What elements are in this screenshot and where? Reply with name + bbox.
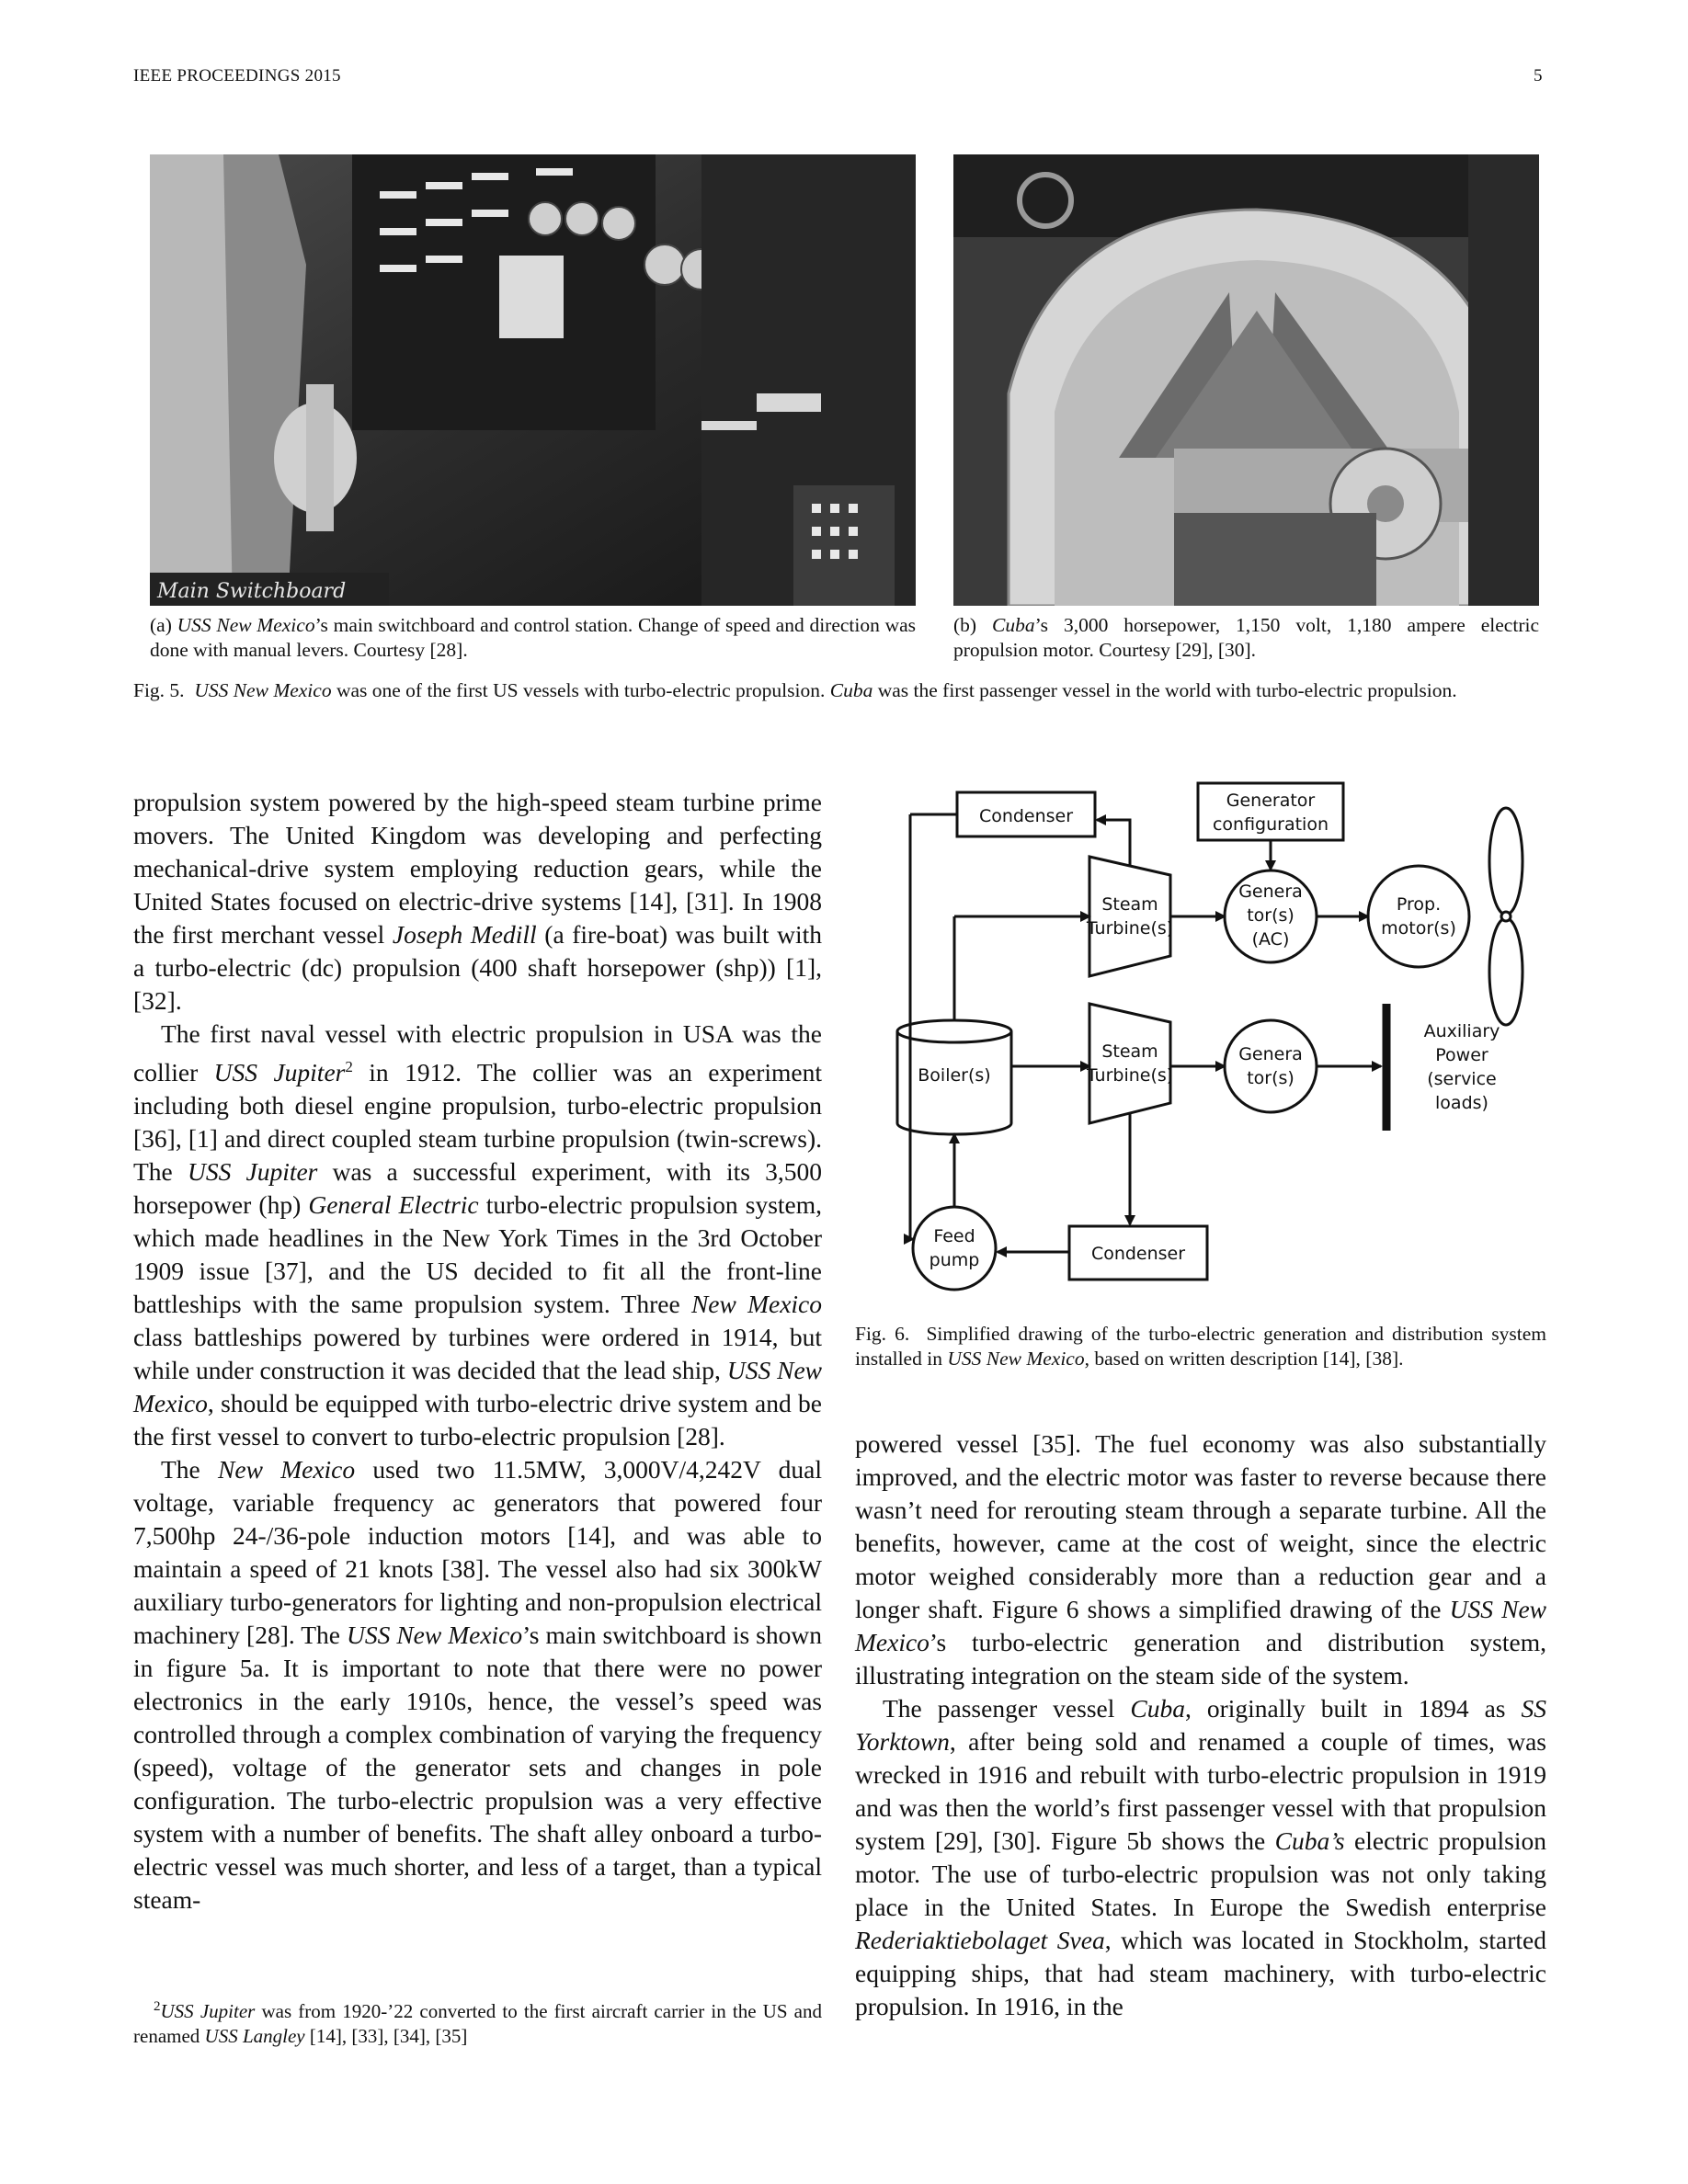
propulsion-motor-photo <box>953 154 1539 606</box>
left-column <box>133 786 822 1917</box>
generator-ac-label: tor(s) <box>1247 905 1295 926</box>
steam-turbine-top-label: Steam <box>1101 894 1158 915</box>
generator-aux-label: tor(s) <box>1247 1068 1295 1088</box>
footnote: $^2$USS Jupiter was from 1920-’22 converted to the first aircraft carrier in the US and renamed USS Langley [14], [33], [34], [35] <box>133 1999 823 2047</box>
running-title: IEEE PROCEEDINGS 2015 <box>133 66 341 85</box>
figure-6-caption: Fig. 6. Simplified drawing of the turbo-electric generation and distribution system installed in USS New Mexico, based on written description [14], [38]. <box>855 1323 1547 1370</box>
prop-motor-label: motor(s) <box>1381 918 1456 938</box>
prop-motor-label: Prop. <box>1396 894 1442 915</box>
condenser-bottom-label: Condenser <box>1090 1244 1186 1264</box>
auxiliary-power-label: loads) <box>1435 1093 1488 1113</box>
subfigure-a-caption: (a) USS New Mexico’s main switchboard and control station. Change of speed and direction was done with manual levers. Courtesy [28]. <box>150 614 917 661</box>
generator-config-label: configuration <box>1212 814 1329 835</box>
paragraph: propulsion system powered by the high-speed steam turbine prime movers. The United Kingdom was developing and perfecting mechanical-drive system employing reduction gears, while the United States focused on electric-drive systems [14], [31]. In 1908 the first merchant vessel Joseph Medill (a fire-boat) was built with a turbo-electric (dc) propulsion (400 shaft horsepower (shp)) [1], [32]. <box>133 788 823 1015</box>
steam-turbine-bottom <box>1089 1004 1170 1123</box>
generator-aux-circle <box>1225 1020 1317 1112</box>
auxiliary-power-label: (service <box>1427 1069 1497 1089</box>
feed-pump-label: pump <box>929 1250 980 1270</box>
subfigure-b-caption: (b) Cuba’s 3,000 horsepower, 1,150 volt, 1,180 ampere electric propulsion motor. Courtesy [29], [30]. <box>953 614 1539 661</box>
paragraph: The New Mexico used two 11.5MW, 3,000V/4,242V dual voltage, variable frequency ac generators that powered four 7,500hp 24-/36-pole induction motors [14], and was able to maintain a speed of 21 knots [38]. The vessel also had six 300kW auxiliary turbo-generators for lighting and non-propulsion electrical machinery [28]. The USS New Mexico’s main switchboard is shown in figure 5a. It is important to note that there were no power electronics in the early 1910s, hence, the vessel’s speed was controlled through a complex combination of varying the frequency (speed), voltage of the generator sets and changes in pole configuration. The turbo-electric propulsion was a very effective system with a number of benefits. The shaft alley onboard a turbo-electric vessel was much shorter, and less of a target, than a typical steam- <box>133 1455 823 1915</box>
switchboard-photo <box>150 154 916 606</box>
paragraph: The first naval vessel with electric propulsion in USA was the collier USS Jupiter$^2$ in 1912. The collier was an experiment including both diesel engine propulsion, turbo-electric propulsion [36], [1] and direct coupled steam turbine propulsion (twin-screws). The USS Jupiter was a successful experiment, with its 3,500 horsepower (hp) General Electric turbo-electric propulsion system, which made headlines in the New York Times in the 3rd October 1909 issue [37], and the US decided to fit all the front-line battleships with the same propulsion system. Three New Mexico class battleships powered by turbines were ordered in 1914, but while under construction it was decided that the lead ship, USS New Mexico, should be equipped with turbo-electric drive system and be the first vessel to convert to turbo-electric propulsion [28]. <box>133 1019 823 1451</box>
feed-pump-label: Feed <box>933 1226 975 1246</box>
figure-5-caption: Fig. 5. USS New Mexico was one of the first US vessels with turbo-electric propulsion. Cuba was the first passenger vessel in the world with turbo-electric propulsion. <box>133 679 1457 701</box>
steam-turbine-bottom-label: Steam <box>1101 1041 1158 1062</box>
condenser-top-label: Condenser <box>978 806 1074 826</box>
auxiliary-power-label: Power <box>1435 1045 1488 1065</box>
propeller-blade-top <box>1489 808 1523 915</box>
page-number: 5 <box>1534 66 1543 85</box>
generator-ac-label: (AC) <box>1251 929 1290 950</box>
feed-pump-circle <box>913 1207 996 1290</box>
steam-turbine-top-label: Turbine(s) <box>1086 918 1174 938</box>
generator-config-label: Generator <box>1226 791 1316 811</box>
figure-6-diagram <box>855 772 1554 1314</box>
boiler-label: Boiler(s) <box>918 1065 991 1086</box>
right-column <box>855 1428 1546 2023</box>
auxiliary-power-label: Auxiliary <box>1423 1021 1500 1041</box>
photo-inscription: Main Switchboard <box>157 580 347 603</box>
prop-motor-circle <box>1368 866 1469 967</box>
steam-turbine-bottom-label: Turbine(s) <box>1086 1065 1174 1086</box>
steam-turbine-top <box>1089 857 1170 976</box>
paragraph: The passenger vessel Cuba, originally built in 1894 as SS Yorktown, after being sold and renamed a couple of times, was wrecked in 1916 and rebuilt with turbo-electric propulsion in 1919 and was then the world’s first passenger vessel with that propulsion system [29], [30]. Figure 5b shows the Cuba’s electric propulsion motor. The use of turbo-electric propulsion was not only taking place in the United States. In Europe the Swedish enterprise Rederiaktiebolaget Svea, which was located in Stockholm, started equipping ships, that had steam machinery, with turbo-electric propulsion. In 1916, in the <box>855 1694 1547 2020</box>
propeller-blade-bottom <box>1489 918 1523 1025</box>
generator-ac-label: Genera <box>1238 882 1303 902</box>
generator-aux-label: Genera <box>1238 1044 1303 1064</box>
paragraph: powered vessel [35]. The fuel economy was also substantially improved, and the electric motor was faster to reverse because there wasn’t need for rerouting steam through a separate turbine. All the benefits, however, came at the cost of weight, since the electric motor weighed considerably more than a reduction gear and a longer shaft. Figure 6 shows a simplified drawing of the USS New Mexico’s turbo-electric generation and distribution system, illustrating integration on the steam side of the system. <box>855 1429 1546 1689</box>
